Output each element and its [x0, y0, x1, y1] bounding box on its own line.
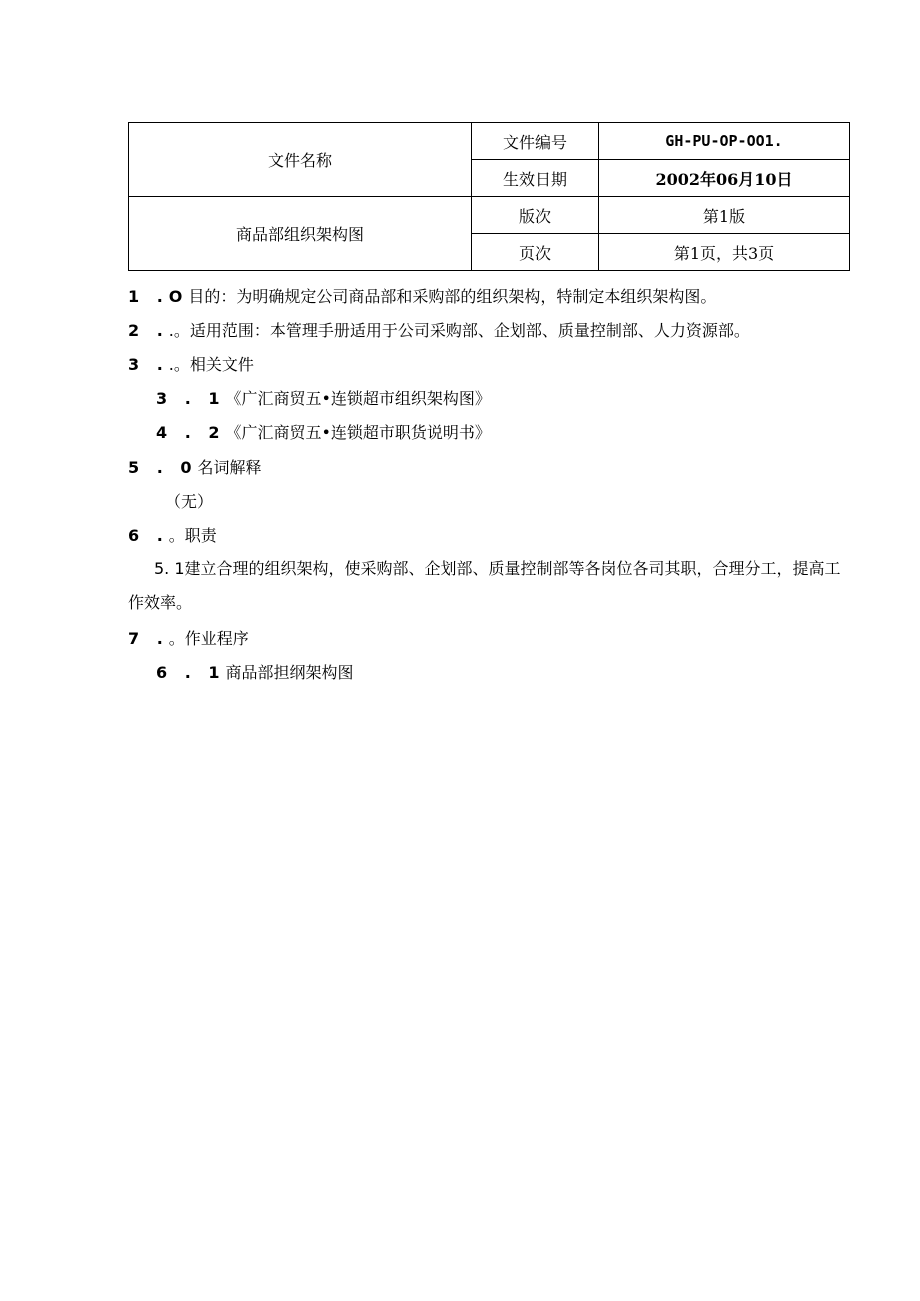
version-label: 版次: [472, 197, 599, 234]
section-text: （无）: [165, 492, 214, 511]
section-number: 7 .: [128, 629, 169, 648]
section-7: [128, 626, 249, 649]
section-number: 5 . 0: [128, 458, 198, 477]
doc-title: 商品部组织架构图: [129, 197, 472, 271]
section-number: 6 . 1: [156, 663, 226, 682]
doc-no-value: GH-PU-OP-OO1.: [599, 123, 850, 160]
section-6-1: [156, 660, 354, 683]
effective-date-label: 生效日期: [472, 160, 599, 197]
section-text: 。职责: [168, 526, 217, 545]
section-6: [128, 523, 217, 546]
section-text: 建立合理的组织架构，使采购部、企划部、质量控制部等各岗位各司其职，合理分工，提高工作效率。: [128, 559, 841, 612]
effective-date-value: 2002年06月10日: [599, 160, 850, 197]
section-2: [128, 318, 750, 341]
section-number: 4 . 2: [156, 423, 226, 442]
doc-no-label: 文件编号: [472, 123, 599, 160]
section-text: 《广汇商贸五•连锁超市组织架构图》: [225, 389, 491, 408]
section-5: [128, 455, 262, 478]
section-text: 《广汇商贸五•连锁超市职货说明书》: [225, 423, 491, 442]
section-number: 6 .: [128, 526, 169, 545]
section-text: .。适用范围：本管理手册适用于公司采购部、企划部、质量控制部、人力资源部。: [168, 321, 750, 340]
page-label: 页次: [472, 234, 599, 271]
section-4-2: [156, 420, 491, 443]
section-number: 2 .: [128, 321, 169, 340]
document-header-table: [128, 122, 850, 271]
section-number: 1 .O: [128, 287, 189, 306]
section-5-1: [128, 552, 843, 620]
section-number: 5. 1: [154, 559, 185, 578]
section-number: 3 .: [128, 355, 169, 374]
section-number: 3 . 1: [156, 389, 226, 408]
section-text: .。相关文件: [168, 355, 254, 374]
doc-name-label: 文件名称: [129, 123, 472, 197]
section-3: [128, 352, 254, 375]
section-text: 目的：为明确规定公司商品部和采购部的组织架构，特制定本组织架构图。: [188, 287, 717, 306]
section-text: 商品部担纲架构图: [225, 663, 354, 682]
section-text: 。作业程序: [168, 629, 249, 648]
section-1: [128, 284, 716, 307]
version-value: 第1版: [599, 197, 850, 234]
section-text: 名词解释: [197, 458, 262, 477]
section-5-none: [165, 489, 213, 512]
page-value: 第1页，共3页: [599, 234, 850, 271]
section-3-1: [156, 386, 491, 409]
